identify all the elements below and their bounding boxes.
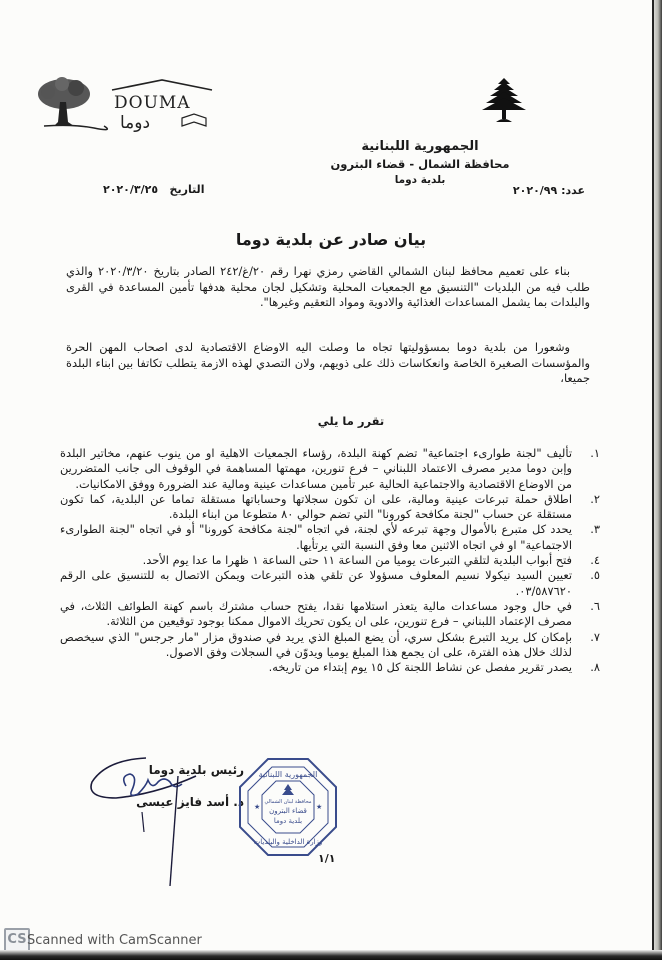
signatory-title: رئيس بلدية دوما [148,763,244,777]
svg-text:قضاء البترون: قضاء البترون [269,807,307,815]
reference-label: عدد: [561,184,585,197]
decision-item [60,568,600,599]
svg-text:DOUMA: DOUMA [114,93,191,113]
svg-text:بلدية دوما: بلدية دوما [273,817,303,825]
svg-text:★: ★ [316,803,323,811]
decision-item [60,553,600,568]
page-number: ١/١ [318,852,336,865]
decision-text: تعيين السيد نيكولا نسيم المعلوف مسؤولا عن تلقي هذه التبرعات ويمكن الاتصال به للتنسيق على الرقم ٠٣/٥٨٧٦٢٠. [60,568,572,598]
decision-number: ٥. [590,568,600,583]
decision-item [60,522,600,553]
decision-text: بإمكان كل يريد التبرع بشكل سري، أن يضع المبلغ الذي يريد في صندوق مزار "مار جرجس" الذي سيخصص لذلك خلال هذه الفترة، على ان يجمع هذا المبلغ يوميا ويدوّن في السجلات وفق الاصول. [60,629,572,659]
douma-municipality-logo [34,74,224,134]
decision-number: ٤. [590,553,600,568]
decision-item [60,492,600,523]
olive-tree-icon [38,77,107,130]
decision-number: ١. [590,446,600,460]
svg-text:★: ★ [254,803,261,811]
republic-name: الجمهورية اللبنانية [361,139,479,154]
decision-number: ٣. [590,522,600,537]
date-label: التاريخ [169,183,205,196]
decision-item [60,630,600,661]
decision-number: ٨. [590,660,600,675]
svg-text:الجمهورية اللبنانية: الجمهورية اللبنانية [258,770,318,779]
camscanner-text: Scanned with CamScanner [27,932,202,948]
decision-text: يحدد كل متبرع بالأموال وجهة تبرعه لأي لجنة، في اتجاه "لجنة مكافحة كورونا" أو في اتجاه "لجنة الطوارىء الاجتماعية" او في اتجاه الاثنين معا وفق النسبة التي يرتأيها. [60,522,572,552]
government-header [320,138,520,188]
decision-item [60,660,600,675]
decision-number: ٧. [590,629,600,644]
decision-heading: تقرر ما يلي [317,414,385,428]
decision-text: فتح أبواب البلدية لتلقي التبرعات يوميا من الساعة ١١ حتى الساعة ١ ظهرا ما عدا يوم الأحد. [142,553,572,568]
decision-text: في حال وجود مساعدات مالية يتعذر استلامها نقدا، يفتح حساب مشترك باسم كهنة الطوائف الثلاث، في مصرف الإعتماد اللبناني – فرع تنورين، على ان يكون تحريك الاموال ممكنا بوجود توقيعين من الثلاثة. [60,598,572,629]
decision-text: اطلاق حملة تبرعات عينية ومالية، على ان تكون سجلاتها وحساباتها مستقلة تماما عن البلدية، كما تكون مستقلة عن حساب "لجنة مكافحة كورونا" التي تضم حوالي ٨٠ متطوعا من ابناء البلدة. [60,491,572,522]
municipality-name: بلدية دوما [394,174,446,186]
camscanner-watermark [4,928,202,952]
decision-item [60,599,600,630]
svg-text:دوما: دوما [120,113,151,133]
intro-paragraph-1: بناء على تعميم محافظ لبنان الشمالي القاضي رمزي نهرا رقم ٢٠/غ/٢٤٢ الصادر بتاريخ ٢٠٢٠/٣/٢٠ والذي طلب فيه من البلديات "التنسيق مع الجمعيات المحلية وتشكيل لجان محلية هدفها تأمين المساعدة في القرى والبلدات بما يشمل المساعدات الغذائية والادوية ومواد التعقيم وغيرها". [66,264,590,309]
scan-bottom-edge [0,950,662,960]
reference-number [513,184,585,197]
document-date [103,183,204,196]
svg-text:محافظة لبنان الشمالي: محافظة لبنان الشمالي [264,799,312,805]
decision-number: ٢. [590,491,600,506]
decision-number: ٦. [590,598,600,613]
signatory-name: د. أسد فايز عيسى [136,795,244,809]
decision-text: تأليف "لجنة طوارىء اجتماعية" تضم كهنة البلدة، رؤساء الجمعيات الاهلية او من ينوب عنهم، مخاتير البلدة وإبن دوما مدير مصرف الاعتماد اللبناني – فرع تنورين، مهمتها المساهمة في الوقوف الى جانب المتضررين من الاوضاع الاقتصادية والاجتماعية الحالية عبر تأمين مساعدات عينية ومالية عند الضرورة ووفق الامكانيات. [60,446,572,491]
decision-text: يصدر تقرير مفصل عن نشاط اللجنة كل ١٥ يوم إبتداء من تاريخه. [268,660,572,675]
camscanner-logo-icon: CS [4,928,30,952]
svg-text:وزارة الداخلية والبلديات: وزارة الداخلية والبلديات [253,838,323,846]
reference-value: ٢٠٢٠/٩٩ [512,184,558,197]
page-edge-line [652,0,654,960]
document-title: بيان صادر عن بلدية دوما [235,230,427,249]
official-stamp [238,757,338,857]
stamp-cedar-icon [282,784,294,795]
intro-paragraph-2: وشعورا من بلدية دوما بمسؤوليتها تجاه ما وصلت اليه الاوضاع الاقتصادية لدى اصحاب المهن الحرة والمؤسسات الصغيرة الخاصة وانعكاسات ذلك على ذويهم، ولان التصدي لهذه الازمة يتطلب تكاتفا بين ابناء البلدة جميعا، [66,340,590,385]
date-value: ٢٠٢٠/٣/٢٥ [103,183,159,196]
governorate-name: محافظة الشمال - قضاء البترون [330,157,510,171]
lebanese-cedar-icon [478,76,530,126]
decision-list [60,446,600,675]
decision-item [60,446,600,492]
handwritten-signature [86,746,206,896]
